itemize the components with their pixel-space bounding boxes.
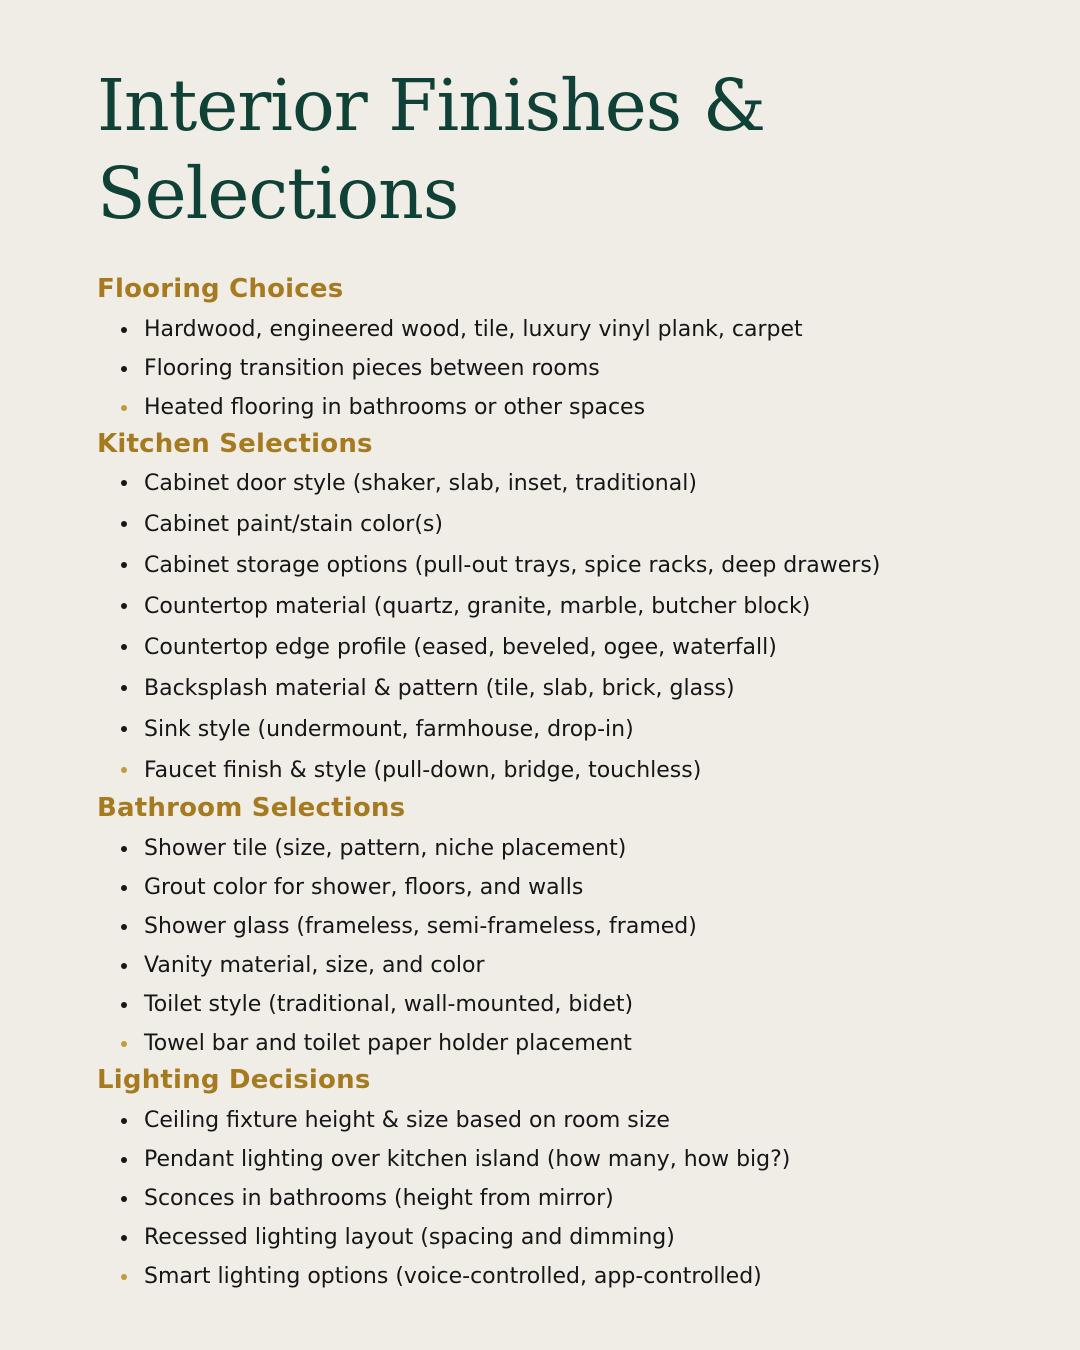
list-item: Countertop material (quartz, granite, marble, butcher block) xyxy=(97,586,1047,627)
bullet-icon xyxy=(121,767,127,773)
list-item: Heated flooring in bathrooms or other spaces xyxy=(97,388,1047,427)
section-heading: Kitchen Selections xyxy=(97,429,373,459)
bullet-list xyxy=(97,310,1047,427)
bullet-icon xyxy=(121,1118,127,1124)
bullet-icon xyxy=(121,521,127,527)
bullet-icon xyxy=(121,963,127,969)
section-kitchen xyxy=(97,427,1047,791)
list-item: Cabinet paint/stain color(s) xyxy=(97,504,1047,545)
list-item: Shower tile (size, pattern, niche placement) xyxy=(97,829,1047,868)
list-item: Shower glass (frameless, semi-frameless, framed) xyxy=(97,907,1047,946)
list-item: Countertop edge profile (eased, beveled, ogee, waterfall) xyxy=(97,627,1047,668)
list-item: Toilet style (traditional, wall-mounted, bidet) xyxy=(97,985,1047,1024)
bullet-icon xyxy=(121,685,127,691)
list-item: Vanity material, size, and color xyxy=(97,946,1047,985)
bullet-list xyxy=(97,1101,1047,1296)
bullet-icon xyxy=(121,644,127,650)
bullet-list xyxy=(97,463,1047,791)
section-heading: Flooring Choices xyxy=(97,274,344,304)
section-heading: Bathroom Selections xyxy=(97,793,406,823)
section-heading: Lighting Decisions xyxy=(97,1065,371,1095)
bullet-icon xyxy=(121,924,127,930)
bullet-icon xyxy=(121,1041,127,1047)
bullet-icon xyxy=(121,1274,127,1280)
bullet-list xyxy=(97,829,1047,1063)
list-item: Sink style (undermount, farmhouse, drop-in) xyxy=(97,709,1047,750)
bullet-icon xyxy=(121,1157,127,1163)
list-item: Pendant lighting over kitchen island (how many, how big?) xyxy=(97,1140,1047,1179)
page-title: Interior Finishes & Selections xyxy=(97,64,766,235)
section-flooring xyxy=(97,272,1047,427)
bullet-icon xyxy=(121,885,127,891)
list-item: Faucet finish & style (pull-down, bridge, touchless) xyxy=(97,750,1047,791)
list-item: Towel bar and toilet paper holder placement xyxy=(97,1024,1047,1063)
bullet-icon xyxy=(121,1235,127,1241)
bullet-icon xyxy=(121,1002,127,1008)
bullet-icon xyxy=(121,327,127,333)
bullet-icon xyxy=(121,726,127,732)
bullet-icon xyxy=(121,366,127,372)
list-item: Grout color for shower, floors, and walls xyxy=(97,868,1047,907)
section-bathroom xyxy=(97,791,1047,1063)
document-page xyxy=(97,62,1047,1296)
bullet-icon xyxy=(121,405,127,411)
bullet-icon xyxy=(121,846,127,852)
bullet-icon xyxy=(121,562,127,568)
list-item: Backsplash material & pattern (tile, slab, brick, glass) xyxy=(97,668,1047,709)
list-item: Sconces in bathrooms (height from mirror) xyxy=(97,1179,1047,1218)
bullet-icon xyxy=(121,603,127,609)
list-item: Smart lighting options (voice-controlled, app-controlled) xyxy=(97,1257,1047,1296)
list-item: Recessed lighting layout (spacing and dimming) xyxy=(97,1218,1047,1257)
list-item: Ceiling fixture height & size based on room size xyxy=(97,1101,1047,1140)
list-item: Cabinet storage options (pull-out trays, spice racks, deep drawers) xyxy=(97,545,1047,586)
bullet-icon xyxy=(121,1196,127,1202)
section-lighting xyxy=(97,1063,1047,1296)
list-item: Flooring transition pieces between rooms xyxy=(97,349,1047,388)
list-item: Cabinet door style (shaker, slab, inset, traditional) xyxy=(97,463,1047,504)
bullet-icon xyxy=(121,480,127,486)
list-item: Hardwood, engineered wood, tile, luxury vinyl plank, carpet xyxy=(97,310,1047,349)
